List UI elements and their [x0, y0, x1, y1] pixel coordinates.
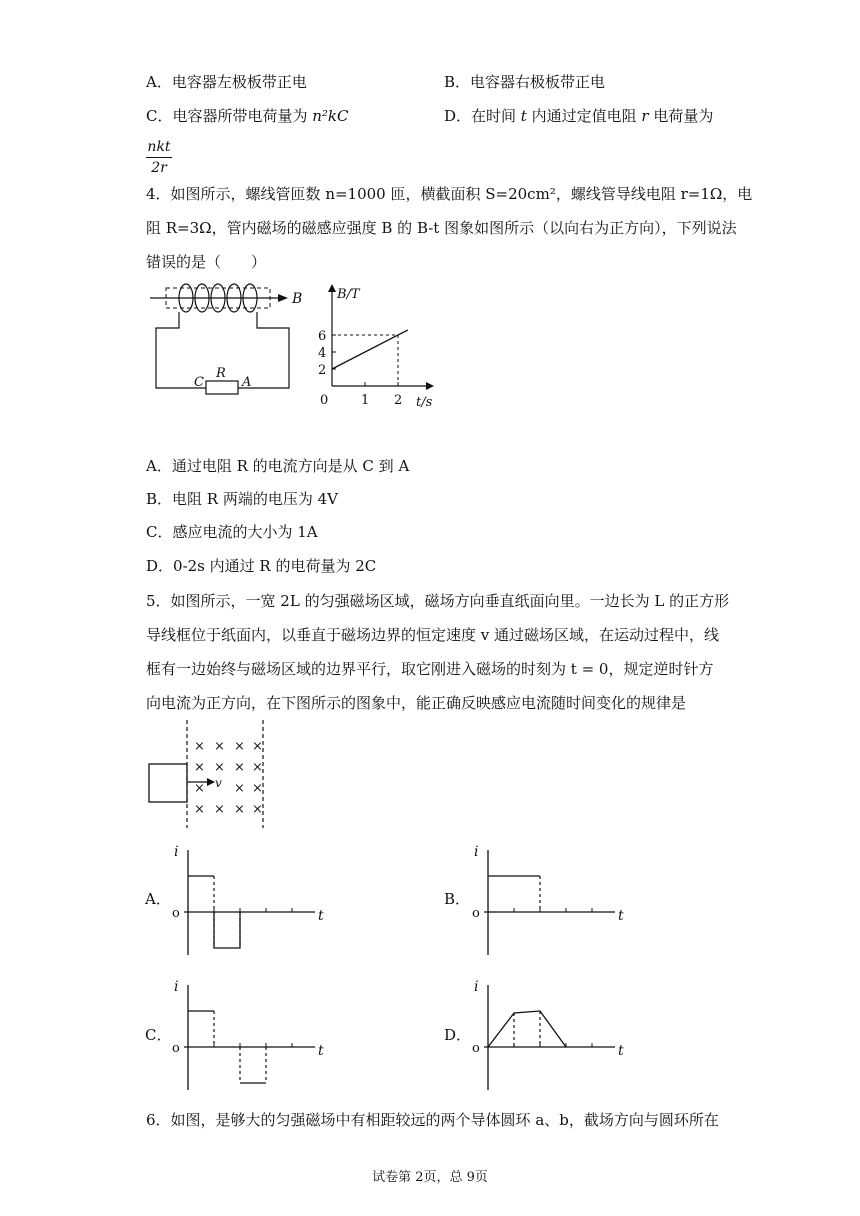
- field-cross: ×: [252, 739, 263, 754]
- resistor-label-r: R: [216, 366, 226, 381]
- q5-stem-line4: 向电流为正方向，在下图所示的图象中，能正确反映感应电流随时间变化的规律是: [146, 694, 687, 712]
- field-cross: ×: [252, 781, 263, 796]
- b-t-series-line: [332, 330, 408, 369]
- i-axis-label: i: [474, 844, 479, 860]
- field-cross: ×: [214, 739, 225, 754]
- terminal-label-c: C: [194, 375, 204, 390]
- x-axis-arrow: [426, 382, 434, 390]
- t-axis-label: t: [618, 1043, 624, 1059]
- q3-option-c-formula: n²kC: [312, 107, 349, 125]
- q5-stem-line3: 框有一边始终与磁场区域的边界平行，取它刚进入磁场的时刻为 t = 0，规定逆时针方: [146, 660, 714, 678]
- field-cross: ×: [234, 781, 245, 796]
- field-cross: ×: [194, 781, 205, 796]
- field-cross: ×: [234, 802, 245, 817]
- terminal-label-a: A: [242, 375, 252, 390]
- graph-option-c: [170, 975, 330, 1095]
- q3-option-b: B．电容器右极板带正电: [444, 73, 606, 91]
- origin-label: 0: [320, 393, 329, 408]
- q3-option-a: A．电容器左极板带正电: [146, 73, 307, 91]
- graph-option-d: [470, 975, 630, 1095]
- fraction-denominator: 2r: [151, 160, 167, 176]
- y-tick-label: 4: [318, 346, 327, 361]
- field-cross: ×: [194, 760, 205, 775]
- q5-stem-line2: 导线框位于纸面内，以垂直于磁场边界的恒定速度 v 通过磁场区域，在运动过程中，线: [146, 626, 720, 644]
- solenoid-circuit-diagram: [150, 282, 310, 402]
- graph-option-b: [470, 840, 630, 960]
- resistor-r: [206, 381, 238, 394]
- q4-stem-line3: 错误的是（ ）: [146, 253, 267, 271]
- x-tick-label: 2: [394, 393, 403, 408]
- field-cross: ×: [194, 802, 205, 817]
- field-label-b: B: [292, 291, 303, 307]
- velocity-arrow-head: [207, 778, 215, 786]
- q3-option-d-mid: 内通过定值电阻: [526, 107, 642, 125]
- guide-dashed-line: [332, 335, 398, 386]
- q4-option-a: A．通过电阻 R 的电流方向是从 C 到 A: [146, 457, 410, 475]
- graph-option-a: [170, 840, 330, 960]
- square-loop: [149, 764, 187, 802]
- field-cross: ×: [252, 760, 263, 775]
- q5-stem-line1: 5．如图所示，一宽 2L 的匀强磁场区域，磁场方向垂直纸面向里。一边长为 L 的正方形: [146, 592, 730, 610]
- q3-option-d-suffix: 电荷量为: [648, 107, 714, 125]
- t-axis-label: t: [618, 908, 624, 924]
- q4-stem-line2: 阻 R=3Ω，管内磁场的磁感应强度 B 的 B-t 图象如图所示（以向右为正方向），下列说法: [146, 219, 737, 237]
- velocity-label: v: [215, 776, 222, 790]
- origin-label: o: [172, 1041, 180, 1056]
- q3-option-d-r: r: [641, 107, 649, 125]
- q4-option-d: D．0-2s 内通过 R 的电荷量为 2C: [146, 557, 377, 575]
- field-cross: ×: [252, 802, 263, 817]
- i-axis-label: i: [174, 979, 179, 995]
- y-tick-label: 2: [318, 363, 327, 378]
- field-cross: ×: [214, 760, 225, 775]
- fraction-bar: [146, 157, 172, 158]
- origin-label: o: [472, 906, 480, 921]
- q4-option-b: B．电阻 R 两端的电压为 4V: [146, 490, 338, 508]
- y-axis-arrow: [328, 284, 336, 292]
- b-t-chart: [312, 282, 442, 412]
- q6-stem-line1: 6．如图，是够大的匀强磁场中有相距较远的两个导体圆环 a、b，截场方向与圆环所在: [146, 1111, 719, 1129]
- y-axis-label: B/T: [337, 287, 360, 302]
- field-crosses: [194, 739, 263, 817]
- q4-option-c: C．感应电流的大小为 1A: [146, 523, 318, 541]
- fraction-numerator: nkt: [147, 139, 171, 155]
- current-segment: [488, 1011, 566, 1047]
- t-axis-label: t: [318, 908, 324, 924]
- q3-option-d-text: D．在时间: [444, 107, 521, 125]
- x-axis-label: t/s: [416, 395, 433, 410]
- origin-label: o: [472, 1041, 480, 1056]
- field-cross: ×: [194, 739, 205, 754]
- x-tick-label: 1: [361, 393, 370, 408]
- origin-label: o: [172, 906, 180, 921]
- q5-option-c-label: C．: [145, 1026, 172, 1044]
- q5-option-d-label: D．: [444, 1026, 472, 1044]
- i-axis-label: i: [174, 844, 179, 860]
- field-cross: ×: [234, 739, 245, 754]
- i-axis-label: i: [474, 979, 479, 995]
- q4-stem-line1: 4．如图所示，螺线管匝数 n=1000 匝，横截面积 S=20cm²，螺线管导线电阻 r=1Ω，电: [146, 185, 753, 203]
- q5-option-a-label: A．: [145, 890, 171, 908]
- y-tick-label: 6: [318, 329, 327, 344]
- current-segment: [214, 912, 240, 948]
- page-footer: 试卷第 2页，总 9页: [372, 1170, 488, 1185]
- t-axis-label: t: [318, 1043, 324, 1059]
- q3-option-d-fraction: [146, 138, 172, 177]
- q3-option-d: [444, 106, 713, 126]
- field-cross: ×: [234, 760, 245, 775]
- magnetic-field-diagram: [145, 720, 275, 830]
- q3-option-c: [146, 106, 349, 126]
- q3-option-d-t: t: [520, 107, 527, 125]
- field-cross: ×: [214, 802, 225, 817]
- q5-option-b-label: B．: [444, 890, 471, 908]
- field-arrow-head: [278, 294, 288, 302]
- q3-option-c-text: C．电容器所带电荷量为: [146, 107, 313, 125]
